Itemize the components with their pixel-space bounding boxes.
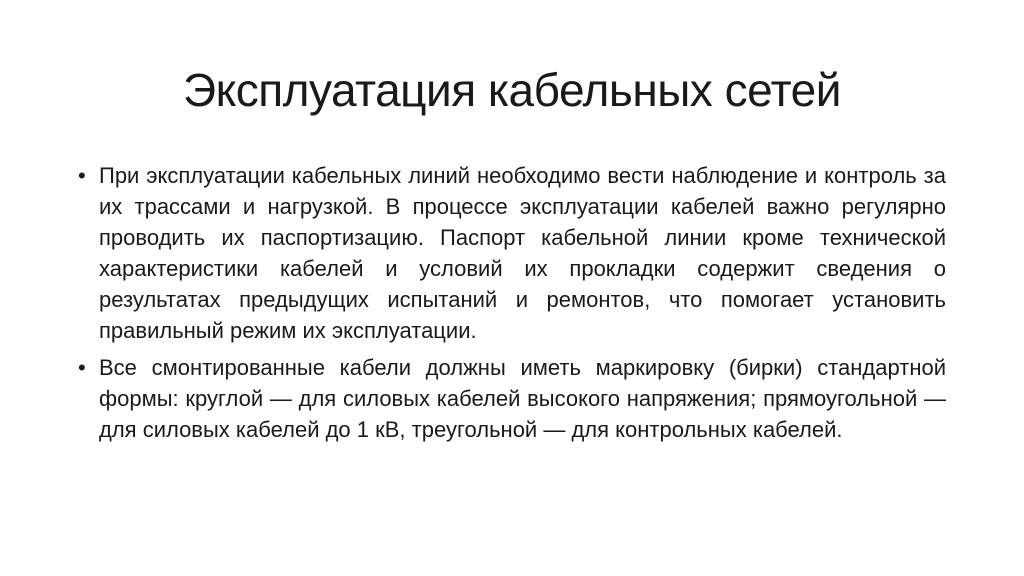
bullet-marker: • [78, 163, 86, 188]
bullet-item-1 [74, 160, 946, 346]
bullet-text: Все смонтированные кабели должны иметь маркировку (бирки) стандартной формы: круглой — для силовых кабелей высокого напряжения; прямоугольной — для силовых кабелей до 1 кВ, треугольной — для контрольных кабелей. [99, 355, 946, 442]
bullet-text: При эксплуатации кабельных линий необходимо вести наблюдение и контроль за их трассами и нагрузкой. В процессе эксплуатации кабелей важно регулярно проводить их паспортизацию. Паспорт кабельной линии кроме технической характеристики кабелей и условий их прокладки содержит сведения о результатах предыдущих испытаний и ремонтов, что помогает установить правильный режим их эксплуатации. [99, 163, 946, 343]
slide-title: Эксплуатация кабельных сетей [183, 64, 841, 116]
bullet-list [74, 160, 946, 451]
bullet-item-2 [74, 352, 946, 445]
bullet-marker: • [78, 355, 86, 380]
